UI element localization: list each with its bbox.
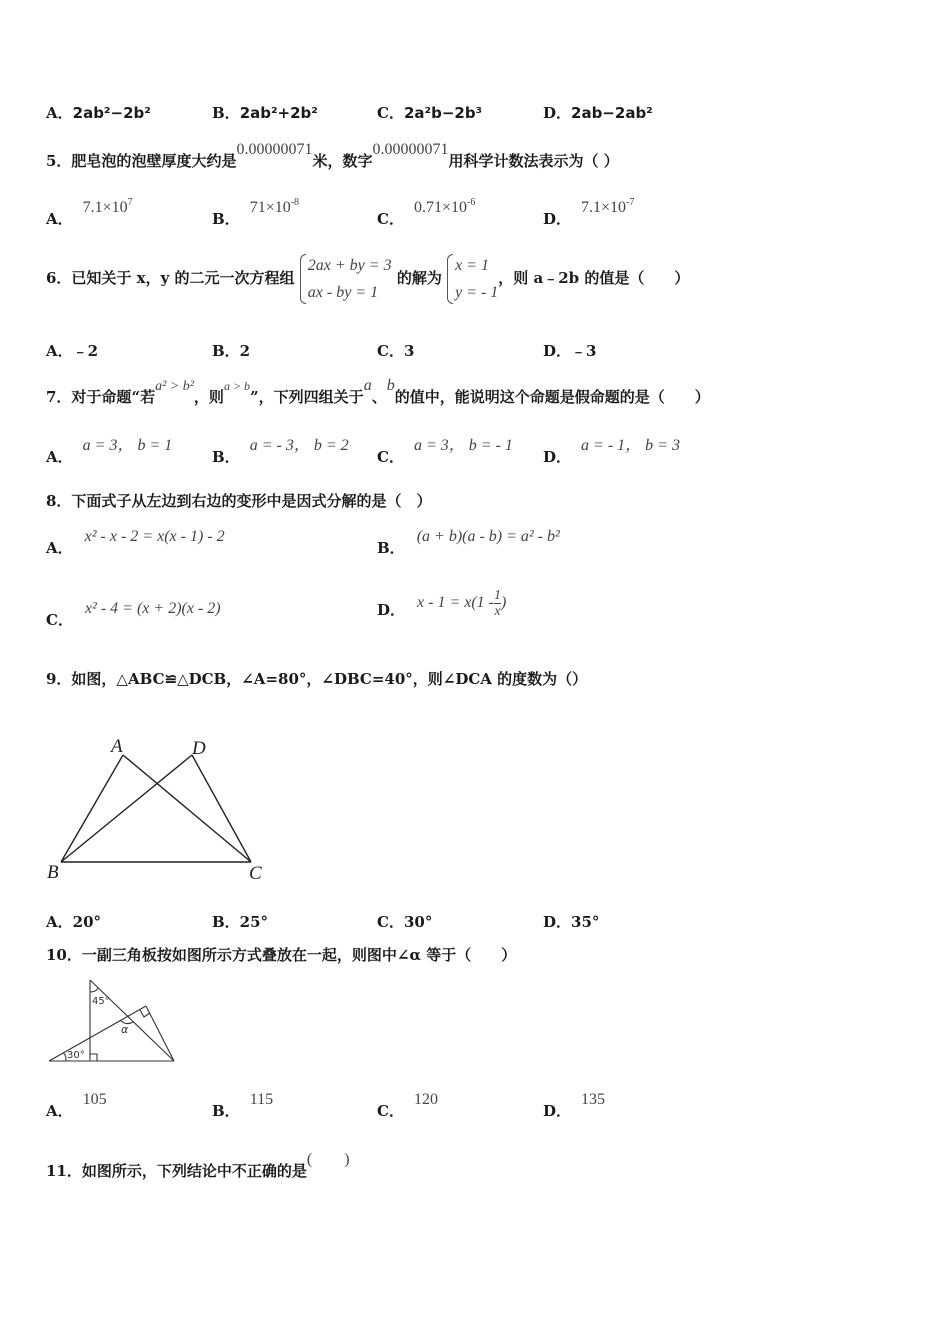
q9-line-dc xyxy=(192,755,251,862)
q11-stem: 11．如图所示，下列结论中不正确的是( ) xyxy=(46,1151,350,1180)
q5-a-expr: $7.1\times 10^7$ xyxy=(82,197,133,216)
q10-label-45: 45° xyxy=(92,996,110,1007)
q5-option-a xyxy=(46,197,133,229)
q9-triangle-figure xyxy=(40,732,280,882)
q10-long-slope xyxy=(90,980,174,1061)
q6-option-b: B．2 xyxy=(212,342,251,360)
q7-condition: a² > b² xyxy=(155,379,194,394)
q4-b-expr: 2ab²+2b² xyxy=(239,104,318,122)
q10-right-edge xyxy=(146,1006,174,1061)
q4-d-expr: 2ab−2ab² xyxy=(571,104,653,122)
q6-equation-system: 2ax + by = 3 ax - by = 1 xyxy=(300,252,392,306)
q9-option-b: B．25° xyxy=(212,913,269,931)
q6-option-c: C．3 xyxy=(377,342,415,360)
q6-prefix: 6．已知关于 x，y 的二元一次方程组 xyxy=(46,269,295,287)
q5-number: 0.00000071 xyxy=(236,141,313,158)
q4-label: A． xyxy=(46,104,73,122)
q7-mid1: ，则 xyxy=(193,388,224,406)
q7-prefix: 7．对于命题“若 xyxy=(46,388,156,406)
q7-option-b: B．a = - 3， b = 2 xyxy=(212,437,349,466)
q10-arc-45 xyxy=(90,988,98,992)
q7-option-a: A．a = 3， b = 1 xyxy=(46,437,173,466)
q8-option-b: B．(a + b)(a - b) = a² - b² xyxy=(377,528,560,557)
q6-stem xyxy=(46,252,920,306)
q7-suffix: 的值中，能说明这个命题是假命题的是（ ） xyxy=(394,388,710,406)
q9-line-bd xyxy=(61,755,192,862)
q10-option-b: B．115 xyxy=(212,1091,274,1120)
q7-mid2: ”，下列四组关于 xyxy=(250,388,364,406)
q4-option-d xyxy=(543,102,653,123)
q8-option-c: C．x² - 4 = (x + 2)(x - 2) xyxy=(46,600,221,629)
q5-b-expr: $71\times 10^{-8}$ xyxy=(249,197,300,216)
q5-mid: 米，数字 xyxy=(312,152,373,170)
q4-option-b xyxy=(212,102,318,123)
q4-option-c xyxy=(377,102,482,123)
q6-solution-system: x = 1 y = - 1 xyxy=(447,252,498,306)
q6-option-d: D．﹣3 xyxy=(543,342,597,360)
q5-label: B． xyxy=(212,210,240,228)
q7-option-d: D．a = - 1， b = 3 xyxy=(543,437,680,466)
q9-label-d: D xyxy=(192,738,206,759)
q8-d-fraction: $\frac{1}{x}$ xyxy=(494,588,501,619)
q7-stem xyxy=(46,377,920,407)
q5-label: D． xyxy=(543,210,572,228)
q5-suffix: 用科学计数法表示为（ ） xyxy=(448,152,619,170)
q9-option-c: C．30° xyxy=(377,913,433,931)
q9-option-d: D．35° xyxy=(543,913,600,931)
q6-mid: 的解为 xyxy=(396,269,442,287)
q10-right-angle-mark-1 xyxy=(90,1054,97,1061)
q4-label: D． xyxy=(543,104,572,122)
q4-label: B． xyxy=(212,104,240,122)
q7-var-b: b xyxy=(386,377,395,394)
q8-stem: 8．下面式子从左边到右边的变形中是因式分解的是（ ） xyxy=(46,492,432,510)
q10-stem: 10．一副三角板按如图所示方式叠放在一起，则图中∠α 等于（ ） xyxy=(46,946,517,964)
q11-paren: ( ) xyxy=(306,1151,350,1168)
q10-label-30: 30° xyxy=(67,1050,85,1061)
q10-arc-30 xyxy=(63,1053,66,1061)
q9-line-ab xyxy=(61,755,123,862)
q10-set-square-figure xyxy=(46,976,180,1066)
q5-c-expr: $0.71\times 10^{-6}$ xyxy=(413,197,476,216)
q5-option-c xyxy=(377,197,476,229)
q6-suffix: ，则 a﹣2b 的值是（ ） xyxy=(498,269,690,287)
q5-option-b xyxy=(212,197,300,229)
q8-option-a: A．x² - x - 2 = x(x - 1) - 2 xyxy=(46,528,225,557)
q5-option-d xyxy=(543,197,635,229)
q7-conclusion: a > b xyxy=(223,379,251,393)
q5-stem xyxy=(46,141,920,171)
q7-var-a: a xyxy=(363,377,372,394)
q9-line-ac xyxy=(123,755,251,862)
q4-a-expr: 2ab²−2b² xyxy=(72,104,151,122)
q7-option-c: C．a = 3， b = - 1 xyxy=(377,437,513,466)
q4-c-expr: 2a²b−2b³ xyxy=(403,104,483,122)
q8-option-d: D． x - 1 = x(1 - $\frac{1}{x}$ ) xyxy=(377,588,507,620)
q5-number-repeat: 0.00000071 xyxy=(372,141,449,158)
q9-stem: 9．如图，△ABC≌△DCB，∠A=80°，∠DBC=40°，则∠DCA 的度数为（） xyxy=(46,670,588,688)
q9-label-a: A xyxy=(111,736,123,757)
q6-option-a: A．﹣2 xyxy=(46,342,99,360)
q5-d-expr: $7.1\times 10^{-7}$ xyxy=(581,197,635,216)
q7-sep: 、 xyxy=(371,388,387,406)
q10-option-c: C．120 xyxy=(377,1091,438,1120)
q10-label-alpha: α xyxy=(121,1023,129,1036)
q4-label: C． xyxy=(377,104,404,122)
q4-option-a xyxy=(46,102,151,123)
q5-prefix: 5．肥皂泡的泡壁厚度大约是 xyxy=(46,152,237,170)
q5-label: C． xyxy=(377,210,404,228)
q10-option-a: A．105 xyxy=(46,1091,107,1120)
q5-label: A． xyxy=(46,210,73,228)
q9-label-b: B xyxy=(47,862,59,882)
q9-label-c: C xyxy=(249,863,262,882)
q10-option-d: D．135 xyxy=(543,1091,606,1120)
q9-option-a: A．20° xyxy=(46,913,102,931)
